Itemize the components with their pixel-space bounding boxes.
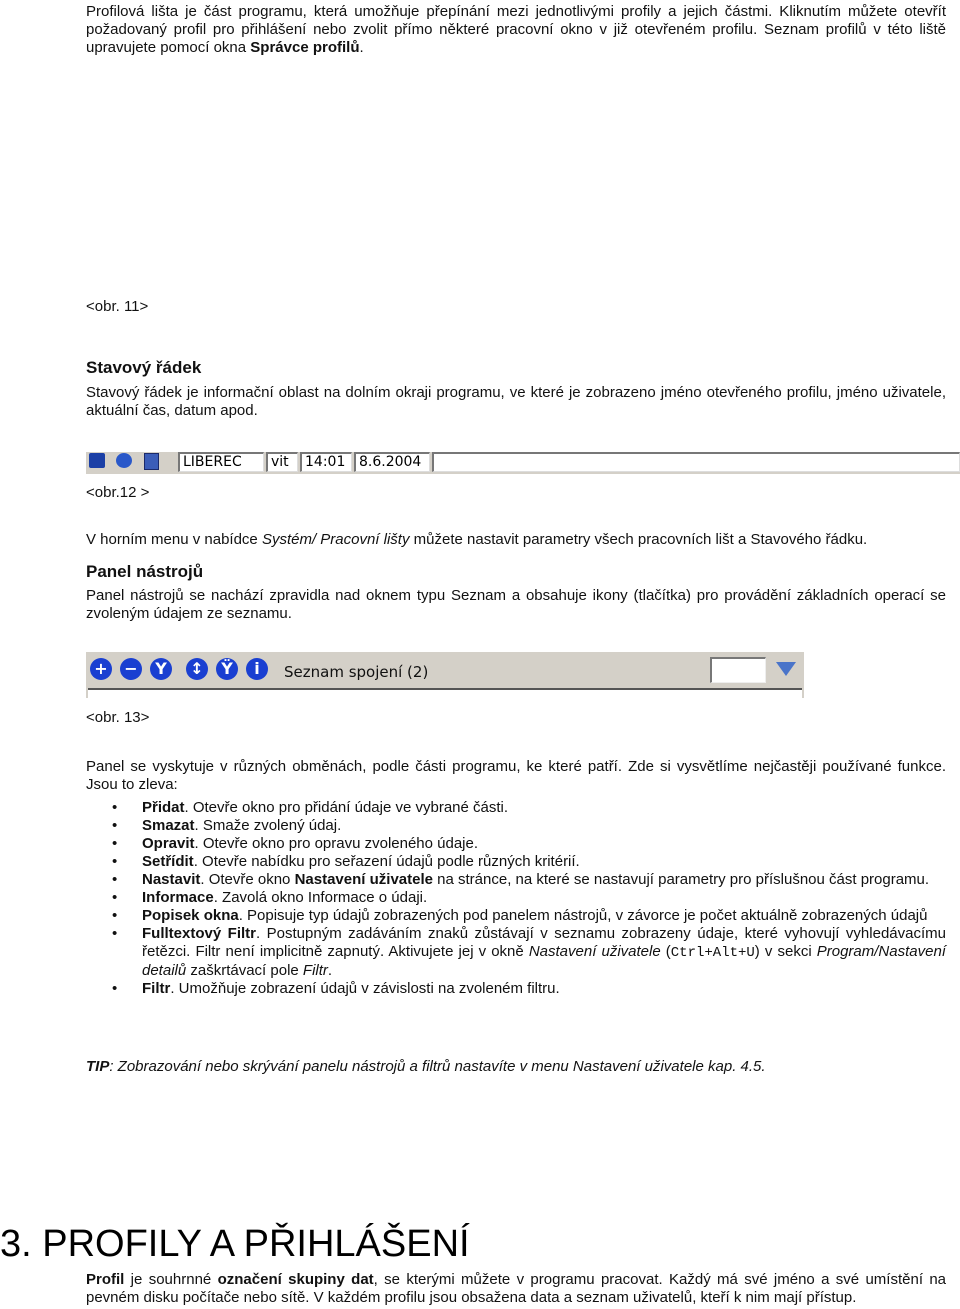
status-profile-field: LIBEREC: [178, 452, 264, 472]
profile-paragraph: Profil je souhrnné označení skupiny dat, se kterými můžete v programu pracovat. Každý má své jméno a své umístění na pevném disku počítače nebo sítě. V každém profilu jsou obsažena data a seznam uživatelů, kteří k nim mají přístup.: [86, 1271, 947, 1306]
list-item: • Nastavit. Otevře okno Nastavení uživatele na stránce, na které se nastavují parametry pro příslušnou část programu.: [112, 871, 930, 888]
status-user-field: vit: [266, 452, 298, 472]
list-item: • Informace. Zavolá okno Informace o údaji.: [112, 889, 428, 906]
fulltext-filter-input[interactable]: [710, 657, 766, 683]
menu-note: V horním menu v nabídce Systém/ Pracovní lišty můžete nastavit parametry všech pracovních lišt a Stavového řádku.: [86, 531, 868, 548]
list-item: • Přidat. Otevře okno pro přidání údaje ve vybrané části.: [112, 799, 509, 816]
section-heading-toolbar: Panel nástrojů: [86, 562, 204, 581]
status-bar-figure: [86, 452, 960, 474]
status-bar-paragraph: Stavový řádek je informační oblast na dolním okraji programu, ve které je zobrazeno jméno otevřeného profilu, jméno uživatele, aktuální čas, datum apod.: [86, 384, 946, 419]
remove-icon[interactable]: −: [120, 658, 142, 680]
figure-caption-12: <obr.12 >: [86, 484, 150, 501]
status-date-field: 8.6.2004: [354, 452, 430, 472]
info-icon[interactable]: i: [246, 658, 268, 680]
variants-paragraph: Panel se vyskytuje v různých obměnách, podle části programu, ke které patří. Zde si vysvětlíme nejčastěji používané funkce. Jsou to zleva:: [86, 758, 946, 793]
status-empty-field: [432, 452, 960, 472]
wrench-icon[interactable]: Y: [150, 658, 172, 680]
globe-icon: [116, 453, 132, 468]
list-item: • Setřídit. Otevře nabídku pro seřazení údajů podle různých kritérií.: [112, 853, 580, 870]
list-item: • Smazat. Smaže zvolený údaj.: [112, 817, 342, 834]
add-icon[interactable]: +: [90, 658, 112, 680]
list-item: • Popisek okna. Popisuje typ údajů zobrazených pod panelem nástrojů, v závorce je počet aktuálně zobrazených údajů: [112, 907, 928, 924]
profile-icon: [89, 453, 105, 468]
toolbar-window-title: Seznam spojení (2): [284, 663, 429, 681]
toolbar-functions-list: [86, 799, 946, 998]
toolbar-paragraph: Panel nástrojů se nachází zpravidla nad oknem typu Seznam a obsahuje ikony (tlačítka) pro provádění základních operací se zvoleným údajem ze seznamu.: [86, 587, 946, 622]
settings-icon[interactable]: Ÿ: [216, 658, 238, 680]
intro-paragraph: Profilová lišta je část programu, která umožňuje přepínání mezi jednotlivými profily a jejich částmi. Kliknutím můžete otevřít požadovaný profil pro přihlášení nebo zvolit přímo některé pracovní okno v již otevřeném profilu. Seznam profilů v této liště upravujete pomocí okna Správce profilů.: [86, 3, 946, 56]
profile-manager-term: Správce profilů: [250, 39, 360, 56]
sort-icon[interactable]: ↕: [186, 658, 208, 680]
list-item: • Filtr. Umožňuje zobrazení údajů v závislosti na zvoleném filtru.: [112, 980, 560, 997]
list-item: • Opravit. Otevře okno pro opravu zvoleného údaje.: [112, 835, 479, 852]
tip-note: TIP: Zobrazování nebo skrývání panelu nástrojů a filtrů nastavíte v menu Nastavení uživatele kap. 4.5.: [86, 1058, 766, 1075]
section-heading-status-bar: Stavový řádek: [86, 358, 202, 377]
toolbar-figure: [86, 652, 804, 698]
list-area-preview: [88, 688, 802, 700]
filter-funnel-icon[interactable]: [776, 662, 796, 676]
list-item: • Fulltextový Filtr. Postupným zadáváním znaků zůstávají v seznamu zobrazeny údaje, které vyhovují vyhledávacímu řetězci. Filtr není implicitně zapnutý. Aktivujete jej v okně Nastavení uživatele (Ctrl+Alt+U) v sekci Program/Nastavení detailů zaškrtávací pole Filtr.: [112, 925, 946, 979]
figure-caption-13: <obr. 13>: [86, 709, 150, 726]
chapter-title: 3. PROFILY A PŘIHLÁŠENÍ: [0, 1223, 470, 1265]
status-time-field: 14:01: [300, 452, 352, 472]
shortcut-keys: Ctrl+Alt+U: [670, 945, 755, 961]
calculator-icon: [144, 453, 159, 470]
figure-caption-11: <obr. 11>: [86, 298, 149, 315]
